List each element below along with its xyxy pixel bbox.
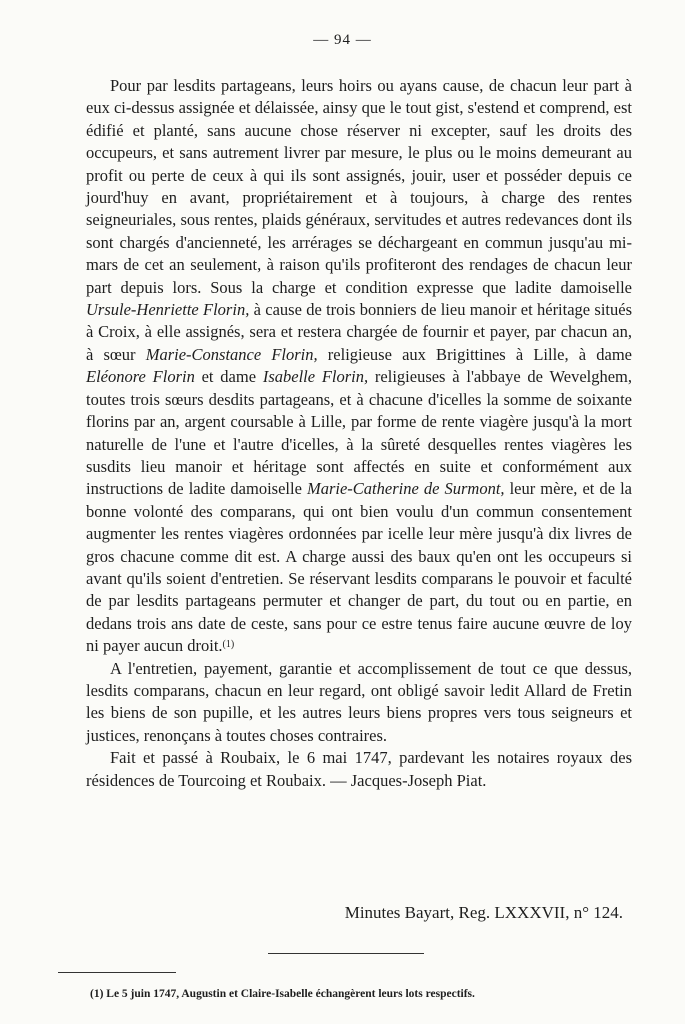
person-name: Isabelle Florin, (262, 367, 369, 387)
page-number: — 94 — (313, 32, 372, 48)
separator-rule (268, 953, 424, 954)
person-name: Marie-Constance Florin, (145, 344, 318, 364)
archive-citation: Minutes Bayart, Reg. LXXXVII, n° 124. (344, 903, 623, 922)
document-body (86, 75, 632, 792)
person-name: Ursule-Henriette Florin, (86, 300, 250, 320)
person-name: Marie-Catherine de Surmont, (306, 479, 505, 499)
person-name: Eléonore Florin (86, 367, 195, 387)
footnote: (1) Le 5 juin 1747, Augustin et Claire-Isabelle échangèrent leurs lots respectifs. (90, 988, 475, 1000)
footnote-reference: (1) (222, 639, 235, 651)
paragraph-partage: Pour par lesdits partageans, leurs hoirs ou ayans cause, de chacun leur part à eux ci-dessus assignée et délaissée, ainsy que le tout gist, s'estend et comprend, est édifié et planté, sans aucune chose réserver ni excepter, sauf les droits des occupeurs, et sans autrement livrer par mesure, le plus ou le moins demeurant au profit ou perte de ceux à qui ils sont assignés, jouir, user et posséder depuis ce jourd'huy en avant, propriétairement et à toujours, à charge des rentes seigneuriales, sous rentes, plaids généraux, servitudes et autres redevances dont ils sont chargés d'ancienneté, les arrérages se déchargeant en commun jusqu'au mi-mars de cet an seulement, à raison qu'ils profiteront des rendages de chacun leur part depuis lors. Sous la charge et condition expresse que ladite damoiselle Ursule-Henriette Florin, à cause de trois bonniers de lieu manoir et héritage situés à Croix, à elle assignés, sera et restera chargée de fournir et payer, par chacun an, à sœur Marie-Constance Florin, religieuse aux Brigittines à Lille, à dame Eléonore Florin et dame Isabelle Florin, religieuses à l'abbaye de Wevelghem, toutes trois sœurs desdits partageans, et à chacune d'icelles la somme de soixante florins par an, argent coursable à Lille, par forme de rente viagère jusqu'à la mort naturelle de l'une et l'autre d'icelles, à la sûreté desquelles rentes viagères les susdits lieu manoir et héritage sont affectés en suite et conformément aux instructions de ladite damoiselle Marie-Catherine de Surmont, leur mère, et de la bonne volonté des comparans, qui ont bien voulu d'un commun consentement augmenter les rentes viagères ordonnées par icelle leur mère jusqu'à dix livres de gros chacune comme dit est. A charge aussi des baux qu'en ont les occupeurs si avant qu'ils soient d'entretien. Se réservant lesdits comparans le pouvoir et faculté de par lesdits partageans permuter et changer de part, du tout ou en partie, en dedans trois ans date de ceste, sans pour ce estre tenus faire aucune œuvre de loy ni payer aucun droit.$^{(1)}$ (86, 76, 633, 656)
footnote-rule (58, 972, 176, 973)
paragraph-signoff: Fait et passé à Roubaix, le 6 mai 1747, pardevant les notaires royaux des résidences de Tourcoing et Roubaix. — Jacques-Joseph Piat. (86, 748, 632, 790)
paragraph-obligation: A l'entretien, payement, garantie et accomplissement de tout ce que dessus, lesdits comparans, chacun en leur regard, ont obligé savoir ledit Allard de Fretin les biens de son pupille, et les autres leurs biens propres vers tous seigneurs et justices, renonçans à toutes choses contraires. (86, 658, 632, 745)
